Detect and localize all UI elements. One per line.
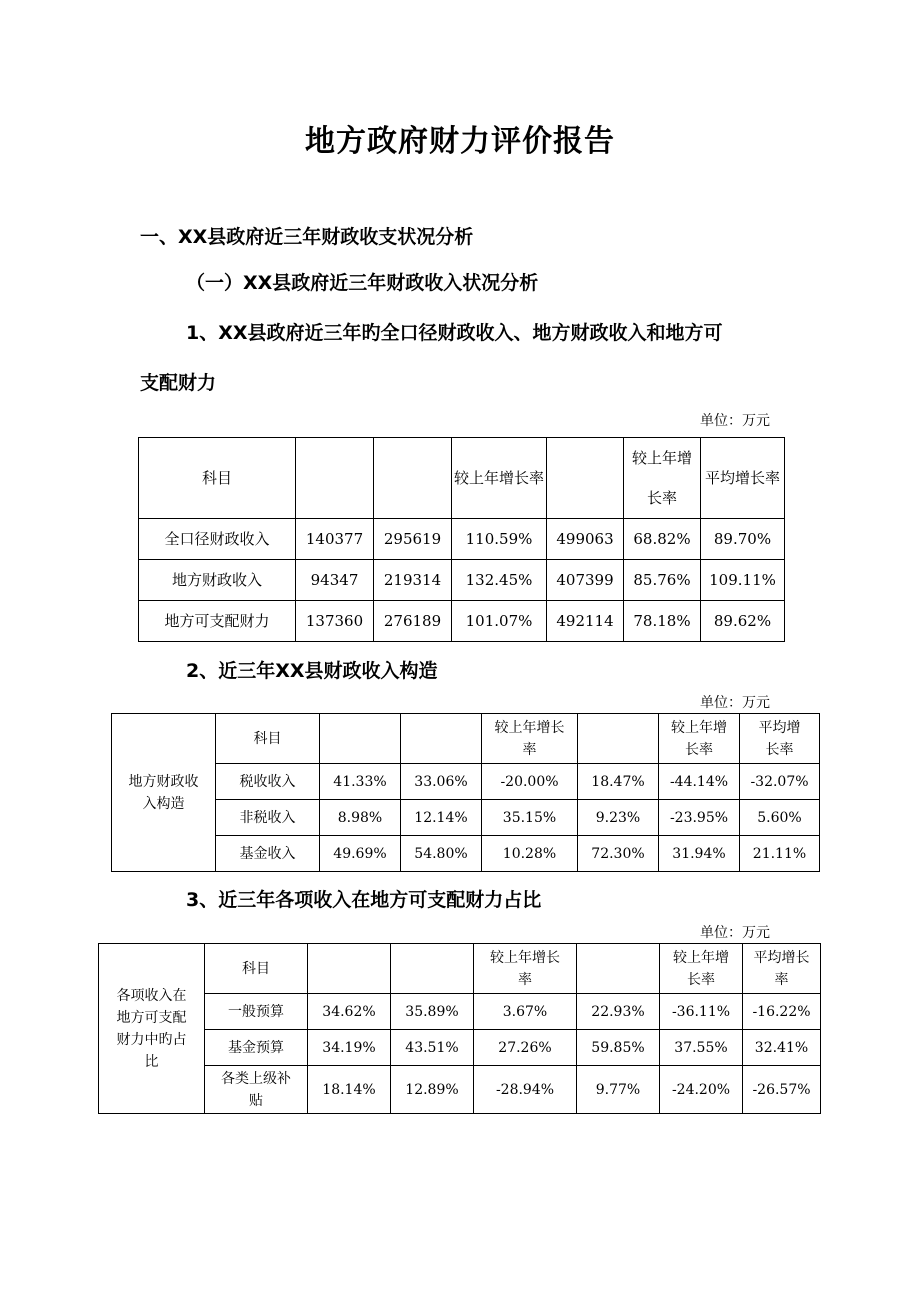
cell: 12.14% <box>401 800 482 836</box>
header-cell <box>578 714 659 764</box>
cell: 18.14% <box>308 1066 391 1114</box>
header-cell <box>391 944 474 994</box>
header-cell <box>401 714 482 764</box>
cell: 78.18% <box>624 601 701 642</box>
row-label: 非税收入 <box>216 800 320 836</box>
header-cell: 平均增长率 <box>701 438 785 519</box>
cell: 49.69% <box>320 836 401 872</box>
cell: 276189 <box>374 601 452 642</box>
row-label: 基金收入 <box>216 836 320 872</box>
cell: 32.41% <box>743 1030 821 1066</box>
header-cell: 较上年增长率 <box>452 438 547 519</box>
cell: 12.89% <box>391 1066 474 1114</box>
table-row <box>99 1030 821 1066</box>
cell: 94347 <box>296 560 374 601</box>
cell: 41.33% <box>320 764 401 800</box>
revenue-structure-table <box>111 713 820 872</box>
cell: 31.94% <box>659 836 740 872</box>
group-label: 地方财政收入构造 <box>112 714 216 872</box>
header-cell: 科目 <box>205 944 308 994</box>
cell: 27.26% <box>474 1030 577 1066</box>
header-cell <box>577 944 660 994</box>
header-cell: 较上年增长率 <box>624 438 701 519</box>
cell: 21.11% <box>740 836 820 872</box>
header-cell <box>320 714 401 764</box>
cell: 132.45% <box>452 560 547 601</box>
header-cell: 科目 <box>216 714 320 764</box>
cell: 219314 <box>374 560 452 601</box>
cell: -16.22% <box>743 994 821 1030</box>
cell: -20.00% <box>482 764 578 800</box>
header-cell: 平均增长率 <box>740 714 820 764</box>
cell: 89.62% <box>701 601 785 642</box>
cell: 499063 <box>547 519 624 560</box>
cell: 295619 <box>374 519 452 560</box>
cell: 101.07% <box>452 601 547 642</box>
header-cell: 较上年增长率 <box>482 714 578 764</box>
cell: 72.30% <box>578 836 659 872</box>
cell: 9.77% <box>577 1066 660 1114</box>
cell: 54.80% <box>401 836 482 872</box>
table-row <box>99 1066 821 1114</box>
header-cell: 平均增长率 <box>743 944 821 994</box>
row-label: 税收收入 <box>216 764 320 800</box>
table-row <box>139 560 785 601</box>
cell: 18.47% <box>578 764 659 800</box>
header-cell: 较上年增长率 <box>659 714 740 764</box>
table-row <box>112 764 820 800</box>
header-cell: 科目 <box>139 438 296 519</box>
cell: 34.19% <box>308 1030 391 1066</box>
unit-label-2: 单位：万元 <box>700 695 770 711</box>
cell: 59.85% <box>577 1030 660 1066</box>
cell: 37.55% <box>660 1030 743 1066</box>
cell: 110.59% <box>452 519 547 560</box>
cell: -23.95% <box>659 800 740 836</box>
row-label: 一般预算 <box>205 994 308 1030</box>
table-header-row <box>99 944 821 994</box>
table-row <box>112 800 820 836</box>
cell: -32.07% <box>740 764 820 800</box>
cell: 3.67% <box>474 994 577 1030</box>
cell: 8.98% <box>320 800 401 836</box>
subsection-heading-1: （一）XX县政府近三年财政收入状况分析 <box>186 272 539 294</box>
revenue-table <box>138 437 785 642</box>
cell: 22.93% <box>577 994 660 1030</box>
revenue-share-table <box>98 943 821 1114</box>
header-cell: 较上年增长率 <box>474 944 577 994</box>
cell: 35.15% <box>482 800 578 836</box>
item-heading-1-cont: 支配财力 <box>140 372 217 394</box>
page-title: 地方政府财力评价报告 <box>305 124 615 159</box>
cell: -28.94% <box>474 1066 577 1114</box>
unit-label-1: 单位：万元 <box>700 413 770 429</box>
cell: 34.62% <box>308 994 391 1030</box>
row-label: 全口径财政收入 <box>139 519 296 560</box>
section-heading-1: 一、XX县政府近三年财政收支状况分析 <box>140 226 474 248</box>
table-row <box>139 601 785 642</box>
cell: 89.70% <box>701 519 785 560</box>
cell: 10.28% <box>482 836 578 872</box>
header-cell <box>296 438 374 519</box>
header-cell <box>308 944 391 994</box>
table-header-row <box>139 438 785 519</box>
cell: 68.82% <box>624 519 701 560</box>
cell: 9.23% <box>578 800 659 836</box>
group-label: 各项收入在地方可支配财力中旳占比 <box>99 944 205 1114</box>
header-cell <box>547 438 624 519</box>
row-label: 地方财政收入 <box>139 560 296 601</box>
cell: 137360 <box>296 601 374 642</box>
cell: 35.89% <box>391 994 474 1030</box>
cell: 407399 <box>547 560 624 601</box>
row-label: 基金预算 <box>205 1030 308 1066</box>
cell: -26.57% <box>743 1066 821 1114</box>
cell: 140377 <box>296 519 374 560</box>
table-header-row <box>112 714 820 764</box>
cell: 5.60% <box>740 800 820 836</box>
header-cell <box>374 438 452 519</box>
cell: 43.51% <box>391 1030 474 1066</box>
cell: 492114 <box>547 601 624 642</box>
table-row <box>139 519 785 560</box>
cell: -24.20% <box>660 1066 743 1114</box>
cell: -44.14% <box>659 764 740 800</box>
item-heading-3: 3、近三年各项收入在地方可支配财力占比 <box>186 889 542 911</box>
item-heading-1: 1、XX县政府近三年旳全口径财政收入、地方财政收入和地方可 <box>186 322 723 344</box>
cell: -36.11% <box>660 994 743 1030</box>
unit-label-3: 单位：万元 <box>700 925 770 941</box>
table-row <box>99 994 821 1030</box>
item-heading-2: 2、近三年XX县财政收入构造 <box>186 660 438 682</box>
row-label: 各类上级补贴 <box>205 1066 308 1114</box>
cell: 85.76% <box>624 560 701 601</box>
cell: 33.06% <box>401 764 482 800</box>
cell: 109.11% <box>701 560 785 601</box>
header-cell: 较上年增长率 <box>660 944 743 994</box>
table-row <box>112 836 820 872</box>
row-label: 地方可支配财力 <box>139 601 296 642</box>
